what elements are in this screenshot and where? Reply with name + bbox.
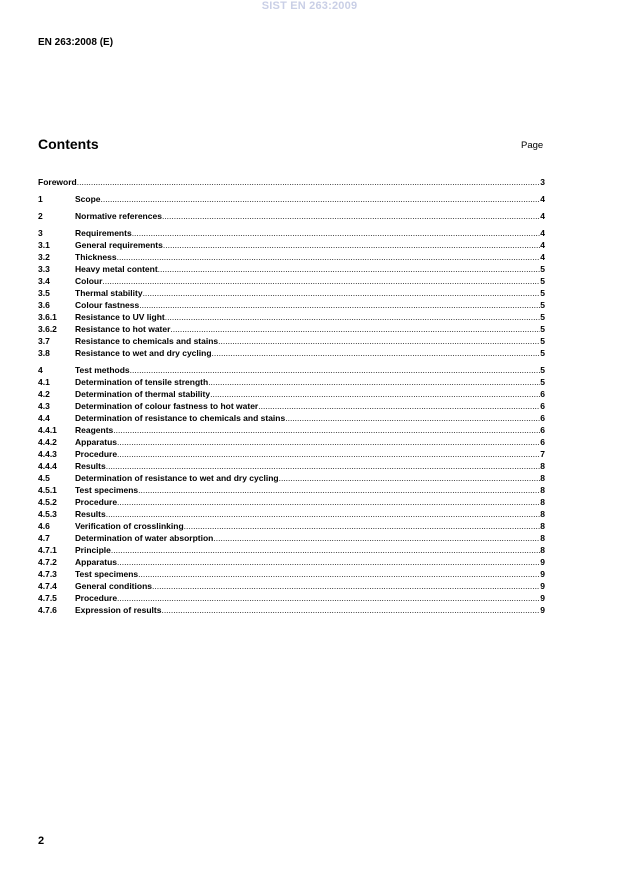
toc-entry-number: 3.6.1 bbox=[38, 312, 57, 322]
toc-entry-page: 5 bbox=[540, 348, 545, 358]
toc-dot-leader bbox=[117, 448, 540, 460]
toc-entry[interactable] bbox=[38, 388, 545, 400]
toc-entry[interactable] bbox=[38, 263, 545, 275]
toc-entry-number: 3.8 bbox=[38, 348, 50, 358]
toc-entry-title: Verification of crosslinking bbox=[75, 521, 184, 531]
toc-entry-page: 5 bbox=[540, 288, 545, 298]
toc-entry[interactable] bbox=[38, 436, 545, 448]
toc-dot-leader bbox=[113, 424, 540, 436]
toc-entry-page: 4 bbox=[540, 228, 545, 238]
toc-entry-page: 4 bbox=[540, 211, 545, 221]
toc-entry-page: 6 bbox=[540, 401, 545, 411]
toc-entry-number: 2 bbox=[38, 211, 43, 221]
toc-entry[interactable] bbox=[38, 299, 545, 311]
toc-entry-title: Resistance to wet and dry cycling bbox=[75, 348, 212, 358]
toc-entry-number: 4.7.5 bbox=[38, 593, 57, 603]
toc-entry-number: 4.2 bbox=[38, 389, 50, 399]
toc-entry-number: 3.3 bbox=[38, 264, 50, 274]
toc-entry-title: Colour fastness bbox=[75, 300, 140, 310]
toc-entry-page: 5 bbox=[540, 336, 545, 346]
toc-dot-leader bbox=[130, 364, 541, 376]
toc-entry[interactable] bbox=[38, 311, 545, 323]
toc-entry-page: 5 bbox=[540, 312, 545, 322]
toc-dot-leader bbox=[132, 227, 541, 239]
toc-entry-title: Reagents bbox=[75, 425, 114, 435]
toc-entry-number: 4.5.1 bbox=[38, 485, 57, 495]
toc-entry-title: Results bbox=[75, 461, 106, 471]
toc-entry-number: 4.5 bbox=[38, 473, 50, 483]
toc-entry-page: 8 bbox=[540, 521, 545, 531]
toc-entry[interactable] bbox=[38, 376, 545, 388]
toc-entry-number: 4.4 bbox=[38, 413, 50, 423]
toc-entry-title: Results bbox=[75, 509, 106, 519]
toc-entry[interactable] bbox=[38, 580, 545, 592]
toc-entry[interactable] bbox=[38, 496, 545, 508]
toc-entry-page: 6 bbox=[540, 389, 545, 399]
toc-entry-number: 3 bbox=[38, 228, 43, 238]
toc-entry-title: Determination of colour fastness to hot water bbox=[75, 401, 259, 411]
toc-entry-page: 4 bbox=[540, 252, 545, 262]
toc-dot-leader bbox=[213, 532, 540, 544]
toc-entry-title: Procedure bbox=[75, 449, 118, 459]
toc-entry[interactable] bbox=[38, 239, 545, 251]
page-column-label: Page bbox=[521, 140, 544, 151]
toc-dot-leader bbox=[208, 376, 540, 388]
toc-entry-title: Colour bbox=[75, 276, 103, 286]
toc-entry-title: Thermal stability bbox=[75, 288, 143, 298]
toc-entry-page: 5 bbox=[540, 324, 545, 334]
toc-entry[interactable] bbox=[38, 176, 545, 188]
toc-entry-page: 8 bbox=[540, 545, 545, 555]
toc-dot-leader bbox=[117, 556, 540, 568]
toc-entry-title: Scope bbox=[75, 194, 101, 204]
toc-entry-page: 9 bbox=[540, 557, 545, 567]
toc-dot-leader bbox=[152, 580, 540, 592]
toc-entry-page: 5 bbox=[540, 377, 545, 387]
toc-entry[interactable] bbox=[38, 544, 545, 556]
toc-entry[interactable] bbox=[38, 227, 545, 239]
toc-dot-leader bbox=[212, 347, 541, 359]
toc-dot-leader bbox=[184, 520, 541, 532]
toc-entry-number: 3.4 bbox=[38, 276, 50, 286]
toc-dot-leader bbox=[117, 251, 541, 263]
toc-entry-title: Determination of resistance to wet and dry cycling bbox=[75, 473, 279, 483]
toc-entry-title: General conditions bbox=[75, 581, 152, 591]
toc-dot-leader bbox=[258, 400, 540, 412]
toc-entry-page: 9 bbox=[540, 593, 545, 603]
toc-entry[interactable] bbox=[38, 275, 545, 287]
toc-dot-leader bbox=[170, 323, 540, 335]
contents-title: Contents bbox=[38, 136, 99, 152]
toc-entry-title: Test methods bbox=[75, 365, 130, 375]
toc-entry-title: Test specimens bbox=[75, 485, 139, 495]
toc-entry[interactable] bbox=[38, 347, 545, 359]
toc-entry-number: 1 bbox=[38, 194, 43, 204]
toc-entry-number: 3.6.2 bbox=[38, 324, 57, 334]
toc-entry[interactable] bbox=[38, 193, 545, 205]
toc-entry-number: 3.6 bbox=[38, 300, 50, 310]
toc-dot-leader bbox=[162, 210, 540, 222]
toc-entry-title: Requirements bbox=[75, 228, 132, 238]
toc-entry-title: Expression of results bbox=[75, 605, 162, 615]
toc-entry-page: 8 bbox=[540, 497, 545, 507]
toc-entry-title: Thickness bbox=[75, 252, 117, 262]
toc-entry-title: Resistance to hot water bbox=[75, 324, 171, 334]
toc-dot-leader bbox=[158, 263, 541, 275]
toc-dot-leader bbox=[139, 299, 540, 311]
toc-entry[interactable] bbox=[38, 532, 545, 544]
toc-entry-title: Normative references bbox=[75, 211, 162, 221]
toc-entry-page: 9 bbox=[540, 581, 545, 591]
toc-dot-leader bbox=[163, 239, 540, 251]
toc-entry-number: 3.2 bbox=[38, 252, 50, 262]
toc-entry[interactable] bbox=[38, 568, 545, 580]
toc-entry-title: Procedure bbox=[75, 497, 118, 507]
watermark: SIST EN 263:2009 bbox=[261, 0, 358, 12]
toc-dot-leader bbox=[77, 176, 541, 188]
toc-entry-number: 4 bbox=[38, 365, 43, 375]
toc-entry-number: 4.4.3 bbox=[38, 449, 57, 459]
toc-dot-leader bbox=[138, 484, 540, 496]
toc-entry-page: 9 bbox=[540, 569, 545, 579]
toc-entry[interactable] bbox=[38, 604, 545, 616]
toc-entry-number: 4.5.3 bbox=[38, 509, 57, 519]
toc-entry[interactable] bbox=[38, 400, 545, 412]
toc-entry-title: Apparatus bbox=[75, 557, 118, 567]
toc-entry-page: 6 bbox=[540, 437, 545, 447]
toc-entry-title: Resistance to UV light bbox=[75, 312, 165, 322]
toc-entry-number: 4.4.4 bbox=[38, 461, 57, 471]
toc-entry-number: 4.6 bbox=[38, 521, 50, 531]
toc-entry-number: 4.7.1 bbox=[38, 545, 57, 555]
toc-entry-number: 4.7.2 bbox=[38, 557, 57, 567]
toc-entry-page: 9 bbox=[540, 605, 545, 615]
toc-entry[interactable] bbox=[38, 520, 545, 532]
toc-entry-number: 4.7.4 bbox=[38, 581, 57, 591]
toc-dot-leader bbox=[165, 311, 541, 323]
toc-entry-page: 8 bbox=[540, 509, 545, 519]
toc-entry-number: 4.7.6 bbox=[38, 605, 57, 615]
toc-entry-title: Determination of resistance to chemicals and stains bbox=[75, 413, 286, 423]
document-id: EN 263:2008 (E) bbox=[38, 37, 114, 48]
toc-dot-leader bbox=[285, 412, 540, 424]
toc-entry[interactable] bbox=[38, 448, 545, 460]
toc-entry-page: 4 bbox=[540, 240, 545, 250]
toc-dot-leader bbox=[117, 496, 540, 508]
toc-dot-leader bbox=[210, 388, 540, 400]
toc-entry[interactable] bbox=[38, 364, 545, 376]
toc-entry-page: 5 bbox=[540, 365, 545, 375]
toc-entry-page: 8 bbox=[540, 485, 545, 495]
toc-entry-title: Procedure bbox=[75, 593, 118, 603]
toc-entry-number: 4.4.1 bbox=[38, 425, 57, 435]
toc-entry-page: 6 bbox=[540, 425, 545, 435]
toc-entry-page: 6 bbox=[540, 413, 545, 423]
toc-dot-leader bbox=[106, 460, 541, 472]
toc-entry[interactable] bbox=[38, 472, 545, 484]
toc-entry[interactable] bbox=[38, 287, 545, 299]
toc-dot-leader bbox=[138, 568, 540, 580]
toc-dot-leader bbox=[279, 472, 541, 484]
toc-dot-leader bbox=[143, 287, 541, 299]
toc-entry-page: 5 bbox=[540, 300, 545, 310]
toc-dot-leader bbox=[111, 544, 540, 556]
toc-entry-page: 8 bbox=[540, 473, 545, 483]
toc-entry-page: 5 bbox=[540, 264, 545, 274]
toc-entry-number: 4.3 bbox=[38, 401, 50, 411]
toc-entry-title: General requirements bbox=[75, 240, 163, 250]
toc-entry-title: Apparatus bbox=[75, 437, 118, 447]
toc-dot-leader bbox=[161, 604, 540, 616]
toc-dot-leader bbox=[102, 275, 540, 287]
toc-entry-title: Test specimens bbox=[75, 569, 139, 579]
toc-dot-leader bbox=[218, 335, 540, 347]
toc-entry[interactable] bbox=[38, 592, 545, 604]
toc-entry-page: 8 bbox=[540, 461, 545, 471]
toc-entry-title: Principle bbox=[75, 545, 111, 555]
toc-entry-number: 4.5.2 bbox=[38, 497, 57, 507]
toc-entry[interactable] bbox=[38, 556, 545, 568]
toc-dot-leader bbox=[117, 592, 540, 604]
toc-entry[interactable] bbox=[38, 412, 545, 424]
toc-entry-number: 3.1 bbox=[38, 240, 50, 250]
toc-entry-title: Foreword bbox=[38, 177, 77, 187]
toc-entry-page: 4 bbox=[540, 194, 545, 204]
toc-entry-number: 4.7.3 bbox=[38, 569, 57, 579]
toc-entry-number: 3.5 bbox=[38, 288, 50, 298]
toc-entry-page: 8 bbox=[540, 533, 545, 543]
toc-entry[interactable] bbox=[38, 335, 545, 347]
toc-entry[interactable] bbox=[38, 484, 545, 496]
toc-entry-title: Resistance to chemicals and stains bbox=[75, 336, 219, 346]
toc-entry-page: 3 bbox=[540, 177, 545, 187]
toc-entry-title: Heavy metal content bbox=[75, 264, 158, 274]
toc-dot-leader bbox=[106, 508, 541, 520]
toc-entry-title: Determination of tensile strength bbox=[75, 377, 209, 387]
toc-entry-title: Determination of thermal stability bbox=[75, 389, 211, 399]
toc-entry-page: 7 bbox=[540, 449, 545, 459]
toc-entry[interactable] bbox=[38, 460, 545, 472]
toc-dot-leader bbox=[101, 193, 541, 205]
toc-entry[interactable] bbox=[38, 323, 545, 335]
toc-dot-leader bbox=[117, 436, 540, 448]
toc-entry-number: 4.4.2 bbox=[38, 437, 57, 447]
toc-entry-page: 5 bbox=[540, 276, 545, 286]
toc-entry[interactable] bbox=[38, 210, 545, 222]
page-number: 2 bbox=[38, 835, 45, 847]
toc-entry-number: 4.1 bbox=[38, 377, 50, 387]
toc-entry-number: 4.7 bbox=[38, 533, 50, 543]
toc-entry-title: Determination of water absorption bbox=[75, 533, 214, 543]
toc-entry[interactable] bbox=[38, 508, 545, 520]
toc-entry[interactable] bbox=[38, 251, 545, 263]
toc-entry[interactable] bbox=[38, 424, 545, 436]
toc-entry-number: 3.7 bbox=[38, 336, 50, 346]
table-of-contents bbox=[38, 176, 545, 616]
